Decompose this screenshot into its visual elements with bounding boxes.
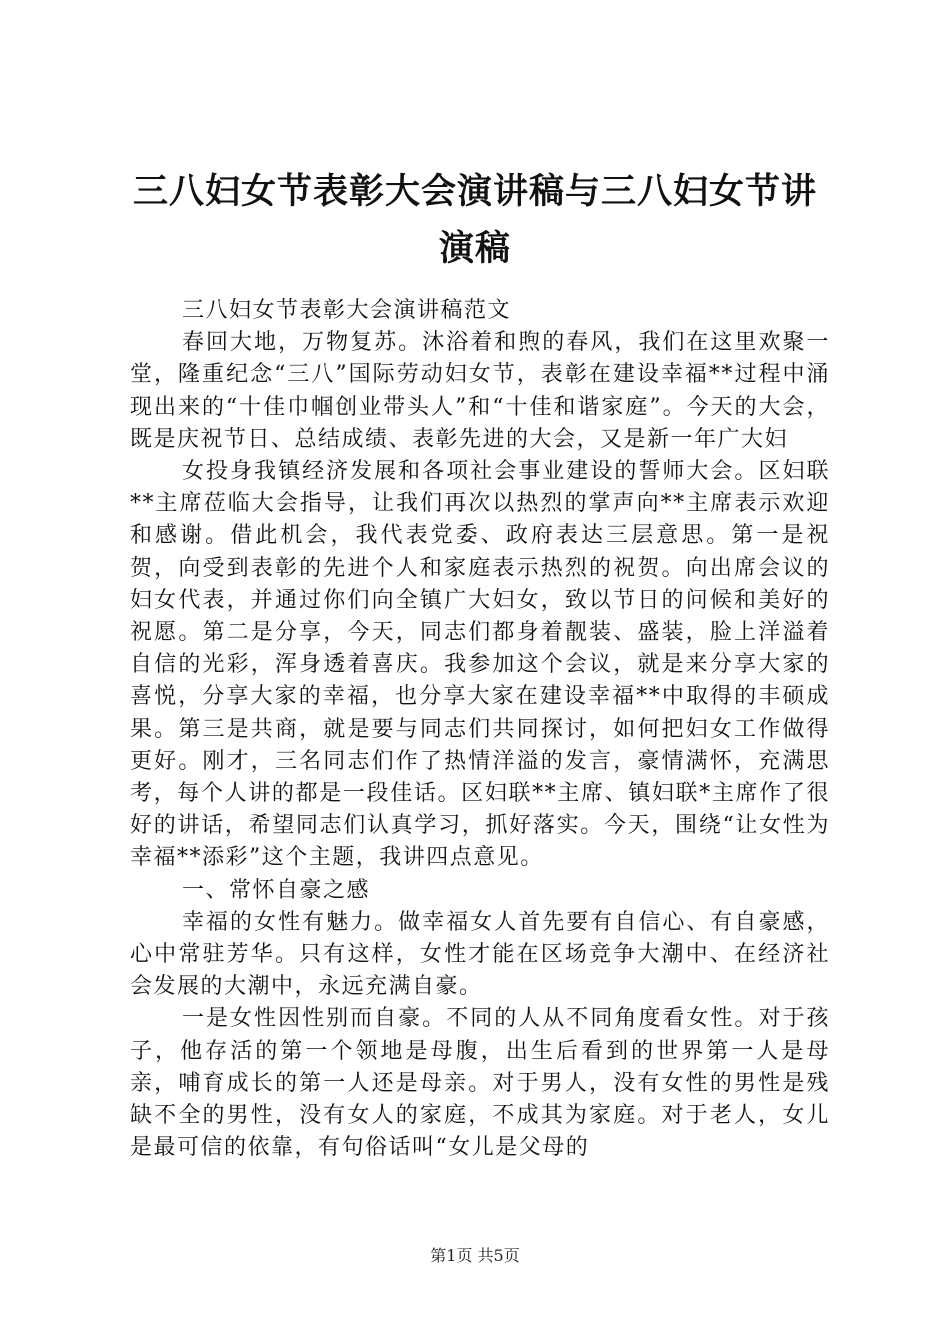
body-paragraph: 女投身我镇经济发展和各项社会事业建设的誓师大会。区妇联**主席莅临大会指导，让我们再次以热烈的掌声向**主席表示欢迎和感谢。借此机会，我代表党委、政府表达三层意思。第一是祝贺，向受到表彰的先进个人和家庭表示热烈的祝贺。向出席会议的妇女代表，并通过你们向全镇广大妇女，致以节日的问候和美好的祝愿。第二是分享，今天，同志们都身着靓装、盛装，脸上洋溢着自信的光彩，浑身透着喜庆。我参加这个会议，就是来分享大家的喜悦，分享大家的幸福，也分享大家在建设幸福**中取得的丰硕成果。第三是共商，就是要与同志们共同探讨，如何把妇女工作做得更好。刚才，三名同志们作了热情洋溢的发言，豪情满怀，充满思考，每个人讲的都是一段佳话。区妇联**主席、镇妇联*主席作了很好的讲话，希望同志们认真学习，抓好落实。今天，围绕“让女性为幸福**添彩”这个主题，我讲四点意见。: [130, 459, 830, 871]
body-paragraph: 春回大地，万物复苏。沐浴着和煦的春风，我们在这里欢聚一堂，隆重纪念“三八”国际劳动妇女节，表彰在建设幸福**过程中涌现出来的“十佳巾帼创业带头人”和“十佳和谐家庭”。今天的大会，既是庆祝节日、总结成绩、表彰先进的大会，又是新一年广大妇: [130, 330, 830, 452]
section-heading: 一、常怀自豪之感: [182, 877, 371, 903]
subtitle-paragraph: 三八妇女节表彰大会演讲稿范文: [182, 298, 512, 323]
document-body: [130, 295, 830, 1164]
body-paragraph: 幸福的女性有魅力。做幸福女人首先要有自信心、有自豪感，心中常驻芳华。只有这样，女性才能在区场竞争大潮中、在经济社会发展的大潮中，永远充满自豪。: [130, 909, 830, 1000]
document-title: 三八妇女节表彰大会演讲稿与三八妇女节讲演稿: [132, 171, 817, 269]
page-footer: 第1页 共5页: [430, 1246, 520, 1265]
body-paragraph: 一是女性因性别而自豪。不同的人从不同角度看女性。对于孩子，他存活的第一个领地是母腹，出生后看到的世界第一人是母亲，哺育成长的第一人还是母亲。对于男人，没有女性的男性是残缺不全的男性，没有女人的家庭，不成其为家庭。对于老人，女儿是最可信的依靠，有句俗话叫“女儿是父母的: [130, 1006, 830, 1161]
